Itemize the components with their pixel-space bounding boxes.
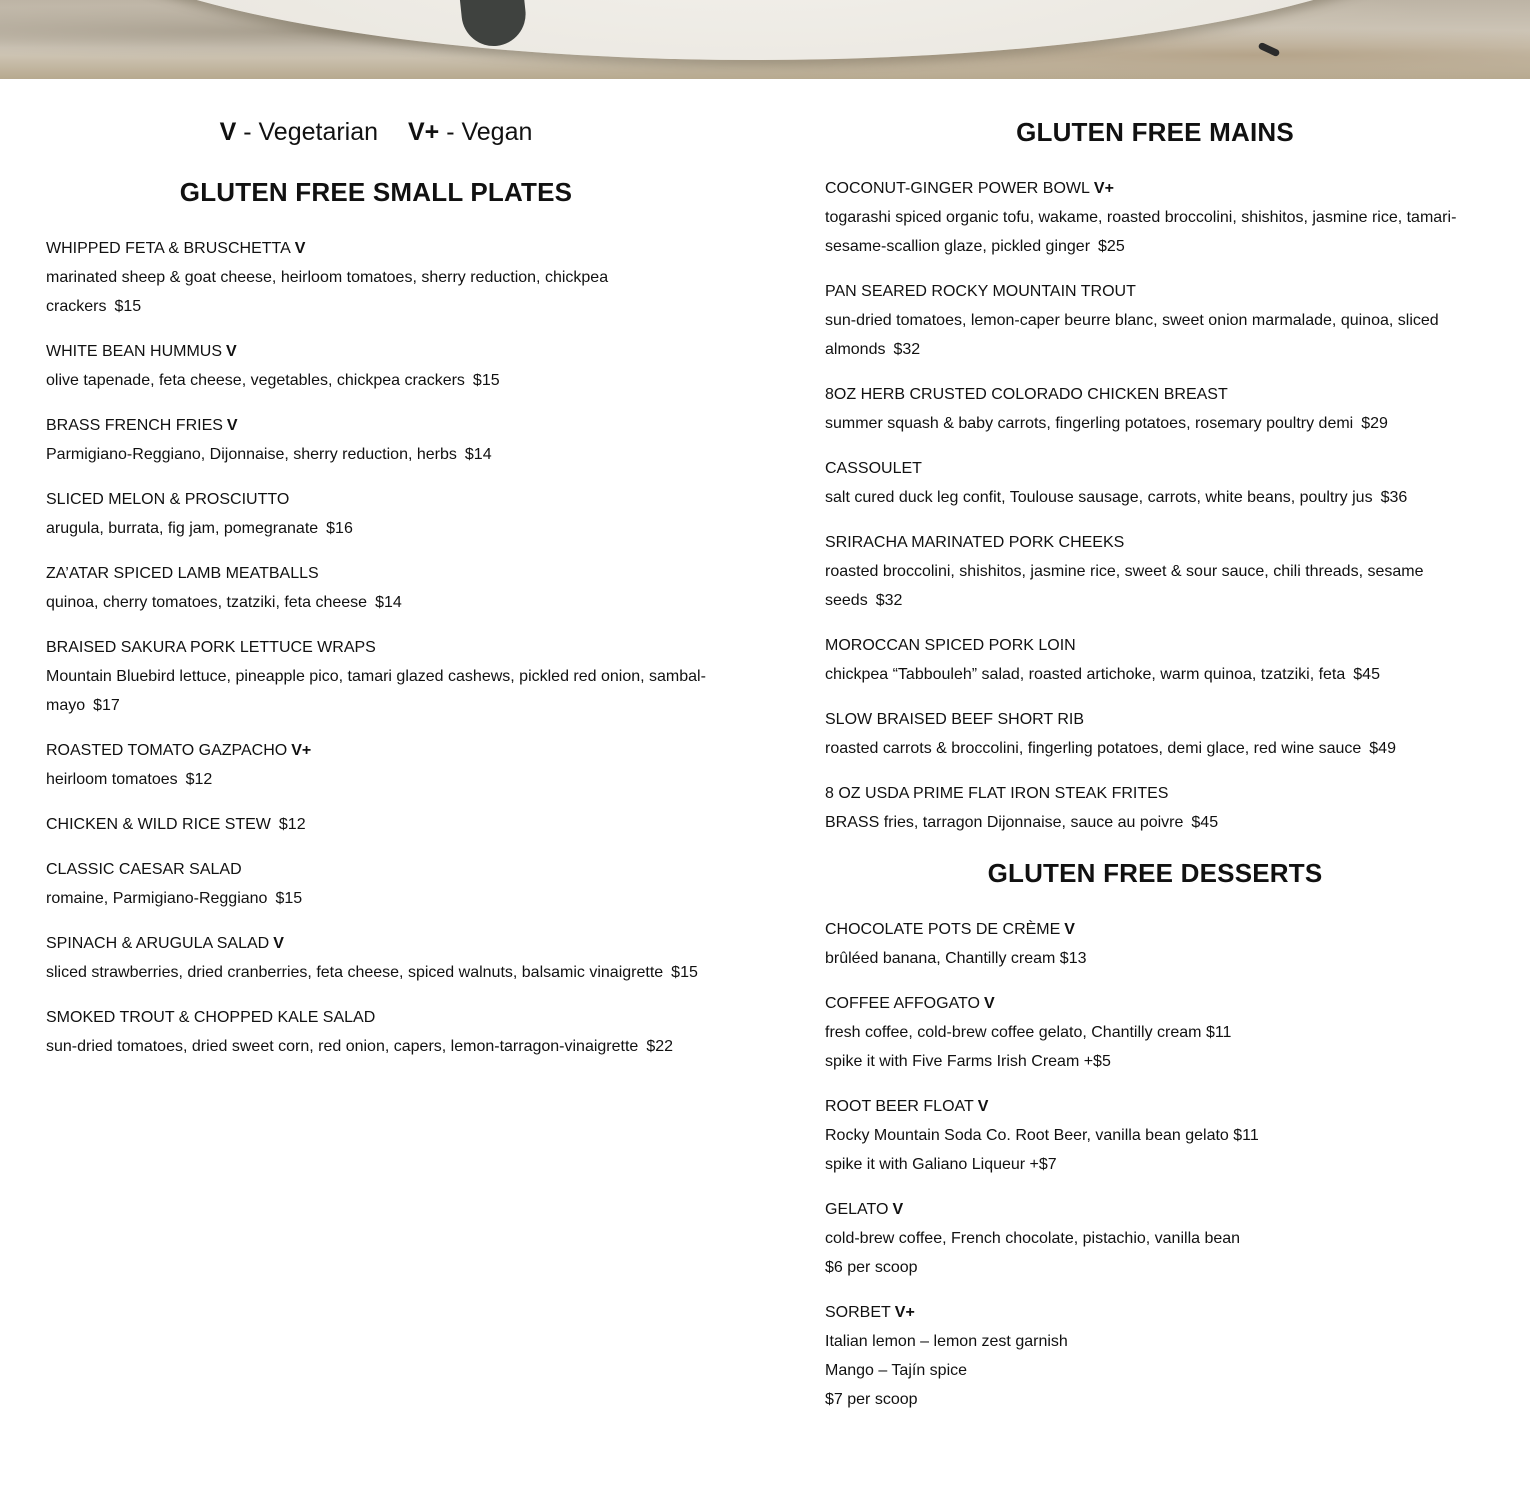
item-name bbox=[825, 454, 1485, 483]
diet-badge: V bbox=[1064, 921, 1075, 938]
item-price: $15 bbox=[472, 372, 500, 389]
menu-item bbox=[825, 454, 1485, 512]
item-title: CASSOULET bbox=[825, 460, 922, 477]
vegan-label: - Vegan bbox=[446, 118, 533, 146]
item-title: PAN SEARED ROCKY MOUNTAIN TROUT bbox=[825, 283, 1136, 300]
item-detail-line: $7 per scoop bbox=[825, 1391, 918, 1408]
item-detail-line: $6 per scoop bbox=[825, 1259, 918, 1276]
menu-item bbox=[825, 631, 1485, 689]
item-title: CLASSIC CAESAR SALAD bbox=[46, 861, 242, 878]
item-title: ROASTED TOMATO GAZPACHO bbox=[46, 742, 288, 759]
desserts-list bbox=[825, 915, 1485, 1414]
diet-badge: V bbox=[226, 417, 238, 434]
item-description-text: summer squash & baby carrots, fingerling potatoes, rosemary poultry demi bbox=[825, 415, 1354, 432]
item-name bbox=[825, 1195, 1485, 1224]
menu-item bbox=[46, 810, 706, 839]
item-description bbox=[825, 660, 1485, 689]
item-description-text: BRASS fries, tarragon Dijonnaise, sauce au poivre bbox=[825, 814, 1184, 831]
item-name bbox=[825, 705, 1485, 734]
item-title: CHICKEN & WILD RICE STEW bbox=[46, 816, 271, 833]
item-price: $22 bbox=[646, 1038, 674, 1055]
menu-item bbox=[825, 380, 1485, 438]
menu-item bbox=[46, 855, 706, 913]
item-description bbox=[825, 203, 1485, 261]
item-name bbox=[825, 277, 1485, 306]
item-price: $32 bbox=[893, 341, 921, 358]
item-price: $49 bbox=[1369, 740, 1396, 757]
item-detail-line: Mango – Tajín spice bbox=[825, 1362, 968, 1379]
diet-badge: V bbox=[977, 1098, 989, 1115]
item-title: MOROCCAN SPICED PORK LOIN bbox=[825, 637, 1076, 654]
item-name bbox=[46, 633, 706, 662]
diet-badge: V bbox=[294, 240, 306, 257]
item-description-text: Mountain Bluebird lettuce, pineapple pico, tamari glazed cashews, pickled red onion, sambal-mayo bbox=[46, 668, 706, 714]
item-name bbox=[825, 989, 1485, 1018]
item-price: $45 bbox=[1191, 814, 1219, 831]
menu-item bbox=[46, 929, 706, 987]
item-price: $29 bbox=[1361, 415, 1388, 432]
item-name bbox=[46, 929, 706, 958]
item-title: GELATO bbox=[825, 1201, 889, 1218]
item-price: $32 bbox=[875, 592, 903, 609]
item-price: $15 bbox=[671, 964, 698, 981]
vegan-symbol: V+ bbox=[407, 118, 440, 146]
item-description-text: togarashi spiced organic tofu, wakame, roasted broccolini, shishitos, jasmine rice, tamari-sesame-scallion glaze, pickled ginger bbox=[825, 209, 1457, 255]
menu-item bbox=[825, 174, 1485, 261]
menu-item bbox=[46, 485, 706, 543]
item-description-text: roasted carrots & broccolini, fingerling potatoes, demi glace, red wine sauce bbox=[825, 740, 1362, 757]
item-price: $25 bbox=[1098, 238, 1125, 255]
item-name bbox=[825, 1298, 1485, 1327]
dessert-item bbox=[825, 989, 1485, 1076]
item-name bbox=[46, 485, 706, 514]
item-description bbox=[825, 483, 1485, 512]
diet-badge: V+ bbox=[894, 1304, 915, 1321]
item-title: SLICED MELON & PROSCIUTTO bbox=[46, 491, 290, 508]
item-title: 8 OZ USDA PRIME FLAT IRON STEAK FRITES bbox=[825, 785, 1169, 802]
item-detail-line: spike it with Five Farms Irish Cream +$5 bbox=[825, 1053, 1111, 1070]
menu-item bbox=[46, 559, 706, 617]
item-title: WHITE BEAN HUMMUS bbox=[46, 343, 222, 360]
mains-list bbox=[825, 174, 1485, 837]
dessert-item bbox=[825, 915, 1485, 973]
item-title: BRAISED SAKURA PORK LETTUCE WRAPS bbox=[46, 639, 376, 656]
item-description bbox=[46, 765, 706, 794]
item-name bbox=[46, 1003, 706, 1032]
item-description-text: olive tapenade, feta cheese, vegetables, chickpea crackers bbox=[46, 372, 465, 389]
item-title: SLOW BRAISED BEEF SHORT RIB bbox=[825, 711, 1085, 728]
item-name bbox=[46, 810, 706, 839]
menu-item bbox=[825, 528, 1485, 615]
item-description-text: salt cured duck leg confit, Toulouse sausage, carrots, white beans, poultry jus bbox=[825, 489, 1373, 506]
menu-item bbox=[46, 337, 706, 395]
item-description-text: heirloom tomatoes bbox=[46, 771, 178, 788]
item-description-text: quinoa, cherry tomatoes, tzatziki, feta cheese bbox=[46, 594, 368, 611]
garnish-speck bbox=[1258, 42, 1281, 58]
item-description-text: sun-dried tomatoes, lemon-caper beurre blanc, sweet onion marmalade, quinoa, sliced almonds bbox=[825, 312, 1439, 358]
item-name bbox=[46, 234, 706, 263]
item-description bbox=[46, 440, 706, 469]
item-name bbox=[46, 559, 706, 588]
menu-item bbox=[46, 1003, 706, 1061]
item-description bbox=[825, 409, 1485, 438]
diet-badge: V+ bbox=[291, 742, 312, 759]
item-title: CHOCOLATE POTS DE CRÈME bbox=[825, 921, 1061, 938]
item-name bbox=[825, 915, 1485, 944]
item-detail-line: spike it with Galiano Liqueur +$7 bbox=[825, 1156, 1057, 1173]
item-price: $15 bbox=[275, 890, 303, 907]
menu-item bbox=[46, 411, 706, 469]
item-title: SPINACH & ARUGULA SALAD bbox=[46, 935, 270, 952]
item-description-text: chickpea “Tabbouleh” salad, roasted artichoke, warm quinoa, tzatziki, feta bbox=[825, 666, 1346, 683]
item-name bbox=[46, 736, 706, 765]
hero-food-photo bbox=[0, 0, 1530, 79]
item-description bbox=[46, 662, 706, 720]
item-name bbox=[825, 528, 1485, 557]
item-description bbox=[825, 557, 1485, 615]
item-description bbox=[46, 884, 706, 913]
item-title: SRIRACHA MARINATED PORK CHEEKS bbox=[825, 534, 1125, 551]
dessert-item bbox=[825, 1298, 1485, 1414]
item-name bbox=[825, 631, 1485, 660]
menu-item bbox=[46, 736, 706, 794]
item-price: $14 bbox=[464, 446, 492, 463]
diet-badge: V bbox=[273, 935, 284, 952]
item-detail-line: cold-brew coffee, French chocolate, pistachio, vanilla bean bbox=[825, 1230, 1241, 1247]
item-title: COFFEE AFFOGATO bbox=[825, 995, 980, 1012]
item-name bbox=[46, 337, 706, 366]
item-name bbox=[825, 380, 1485, 409]
item-price: $12 bbox=[185, 771, 213, 788]
small-plates-title: GLUTEN FREE SMALL PLATES bbox=[179, 177, 573, 207]
item-price: $17 bbox=[93, 697, 120, 714]
item-description-text: sliced strawberries, dried cranberries, feta cheese, spiced walnuts, balsamic vinaigrette bbox=[46, 964, 664, 981]
item-description bbox=[825, 306, 1485, 364]
vegetarian-label: - Vegetarian bbox=[243, 118, 379, 146]
item-description-text: roasted broccolini, shishitos, jasmine rice, sweet & sour sauce, chili threads, sesame seeds bbox=[825, 563, 1424, 609]
menu-item bbox=[46, 234, 706, 321]
item-description bbox=[46, 958, 706, 987]
diet-badge: V bbox=[983, 995, 995, 1012]
diet-badge: V bbox=[226, 343, 237, 360]
item-title: ROOT BEER FLOAT bbox=[825, 1098, 974, 1115]
mains-title: GLUTEN FREE MAINS bbox=[1016, 117, 1294, 147]
item-title: BRASS FRENCH FRIES bbox=[46, 417, 223, 434]
item-description-text: arugula, burrata, fig jam, pomegranate bbox=[46, 520, 319, 537]
item-description bbox=[825, 808, 1485, 837]
menu-item bbox=[825, 277, 1485, 364]
item-price: $12 bbox=[278, 816, 306, 833]
item-description-text: sun-dried tomatoes, dried sweet corn, red onion, capers, lemon-tarragon-vinaigrette bbox=[46, 1038, 639, 1055]
item-description bbox=[46, 263, 706, 321]
plate-image bbox=[40, 0, 1470, 60]
item-name bbox=[46, 411, 706, 440]
item-price: $15 bbox=[114, 298, 142, 315]
menu-item bbox=[825, 779, 1485, 837]
item-name bbox=[825, 1092, 1485, 1121]
item-title: 8OZ HERB CRUSTED COLORADO CHICKEN BREAST bbox=[825, 386, 1228, 403]
item-description bbox=[46, 588, 706, 617]
item-description bbox=[46, 1032, 706, 1061]
menu-item bbox=[46, 633, 706, 720]
item-description-text: marinated sheep & goat cheese, heirloom tomatoes, sherry reduction, chickpea crackers bbox=[46, 269, 609, 315]
dietary-legend bbox=[46, 112, 706, 152]
small-plates-list bbox=[46, 234, 706, 1061]
item-title: ZA’ATAR SPICED LAMB MEATBALLS bbox=[46, 565, 319, 582]
diet-badge: V+ bbox=[1093, 180, 1114, 197]
item-detail-line: fresh coffee, cold-brew coffee gelato, Chantilly cream $11 bbox=[825, 1024, 1232, 1041]
item-name bbox=[46, 855, 706, 884]
item-price: $36 bbox=[1380, 489, 1408, 506]
item-description bbox=[46, 366, 706, 395]
right-column bbox=[825, 112, 1485, 1430]
desserts-title: GLUTEN FREE DESSERTS bbox=[987, 858, 1323, 888]
item-description bbox=[825, 734, 1485, 763]
item-detail-line: brûléed banana, Chantilly cream $13 bbox=[825, 950, 1087, 967]
dessert-item bbox=[825, 1092, 1485, 1179]
item-description bbox=[46, 514, 706, 543]
item-detail-line: Italian lemon – lemon zest garnish bbox=[825, 1333, 1068, 1350]
item-title: SMOKED TROUT & CHOPPED KALE SALAD bbox=[46, 1009, 376, 1026]
item-description-text: romaine, Parmigiano-Reggiano bbox=[46, 890, 268, 907]
vegetarian-symbol: V bbox=[219, 118, 237, 146]
item-name bbox=[825, 779, 1485, 808]
item-price: $14 bbox=[375, 594, 402, 611]
item-title: SORBET bbox=[825, 1304, 891, 1321]
item-title: WHIPPED FETA & BRUSCHETTA bbox=[46, 240, 291, 257]
item-price: $16 bbox=[326, 520, 353, 537]
item-price: $45 bbox=[1353, 666, 1380, 683]
diet-badge: V bbox=[892, 1201, 904, 1218]
item-description-text: Parmigiano-Reggiano, Dijonnaise, sherry reduction, herbs bbox=[46, 446, 457, 463]
item-title: COCONUT-GINGER POWER BOWL bbox=[825, 180, 1090, 197]
item-detail-line: Rocky Mountain Soda Co. Root Beer, vanilla bean gelato $11 bbox=[825, 1127, 1259, 1144]
left-column bbox=[46, 112, 706, 1077]
dessert-item bbox=[825, 1195, 1485, 1282]
item-name bbox=[825, 174, 1485, 203]
menu-item bbox=[825, 705, 1485, 763]
